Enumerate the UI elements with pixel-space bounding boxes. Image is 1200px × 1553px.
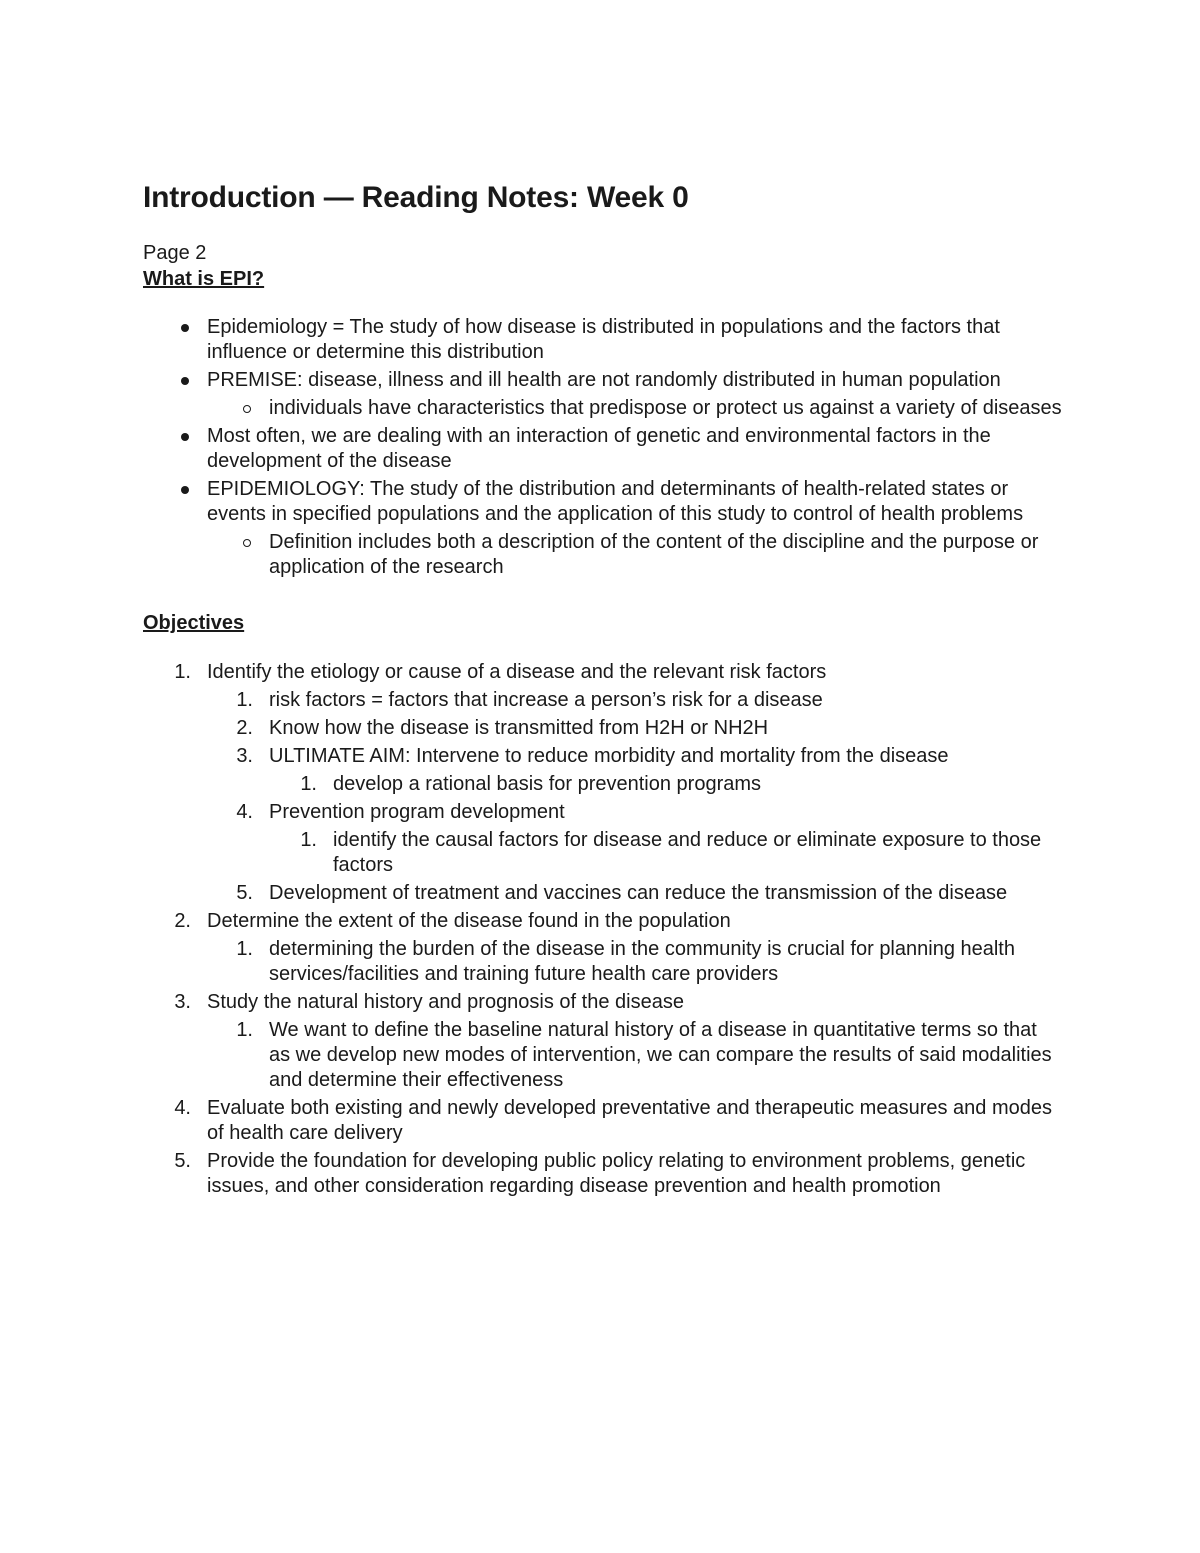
sub-objective-text: risk factors = factors that increase a person’s risk for a disease	[269, 689, 823, 711]
page-number-label: Page 2	[143, 242, 207, 264]
bullet-text: Epidemiology = The study of how disease is distributed in populations and the factors that influence or determine this distribution	[207, 316, 1000, 363]
bullet-item	[143, 368, 1063, 421]
sub-sub-objective-text: identify the causal factors for disease and reduce or eliminate exposure to those factors	[333, 829, 1042, 876]
sub-bullet-item	[207, 396, 1063, 421]
sub-objective-item	[207, 1018, 1063, 1093]
filled-bullet-icon	[181, 377, 189, 385]
objective-text: Evaluate both existing and newly developed preventative and therapeutic measures and modes of health care delivery	[207, 1097, 1052, 1144]
bullet-item	[143, 315, 1063, 365]
list-number: 1.	[300, 829, 317, 851]
sub-objective-text: We want to define the baseline natural history of a disease in quantitative terms so that as we develop new modes of intervention, we can compare the results of said modalities and determine their effectiveness	[269, 1019, 1052, 1091]
sub-objective-text: ULTIMATE AIM: Intervene to reduce morbidity and mortality from the disease	[269, 745, 949, 767]
list-number: 1.	[174, 661, 191, 683]
sub-sub-objective-text: develop a rational basis for prevention programs	[333, 773, 762, 795]
sub-bullet-text: Definition includes both a description of the content of the discipline and the purpose or application of the research	[269, 531, 1039, 578]
sub-bullet-item	[207, 530, 1063, 580]
list-number: 3.	[174, 991, 191, 1013]
sub-objective-item	[207, 716, 1063, 741]
sub-bullet-list	[207, 396, 1063, 421]
filled-bullet-icon	[181, 324, 189, 332]
bullet-text: PREMISE: disease, illness and ill health are not randomly distributed in human population	[207, 369, 1001, 391]
sub-objective-item	[207, 688, 1063, 713]
section-heading-objectives: Objectives	[143, 612, 245, 634]
sub-objective-text: Know how the disease is transmitted from H2H or NH2H	[269, 717, 769, 739]
objective-item	[143, 660, 1063, 906]
sub-objective-text: Prevention program development	[269, 801, 565, 823]
objective-text: Study the natural history and prognosis of the disease	[207, 991, 684, 1013]
list-number: 1.	[300, 773, 317, 795]
page-title: Introduction — Reading Notes: Week 0	[143, 181, 689, 214]
filled-bullet-icon	[181, 486, 189, 494]
list-number: 5.	[236, 882, 253, 904]
sub-objective-list	[207, 1018, 1063, 1093]
sub-sub-objective-list	[269, 828, 1063, 878]
bullet-item	[143, 424, 1063, 474]
list-number: 4.	[174, 1097, 191, 1119]
hollow-bullet-icon	[243, 539, 251, 547]
sub-sub-objective-item	[269, 772, 1063, 797]
sub-objective-text: determining the burden of the disease in the community is crucial for planning health services/facilities and training future health care providers	[269, 938, 1015, 985]
bullet-text: Most often, we are dealing with an interaction of genetic and environmental factors in the development of the disease	[207, 425, 991, 472]
bullet-item	[143, 477, 1063, 580]
hollow-bullet-icon	[243, 405, 251, 413]
list-number: 5.	[174, 1150, 191, 1172]
list-number: 1.	[236, 689, 253, 711]
objective-text: Determine the extent of the disease found in the population	[207, 910, 731, 932]
sub-objective-item	[207, 800, 1063, 878]
sub-objective-list	[207, 937, 1063, 987]
objectives-list	[143, 660, 1063, 1199]
list-number: 1.	[236, 938, 253, 960]
sub-objective-item	[207, 881, 1063, 906]
objective-text: Identify the etiology or cause of a disease and the relevant risk factors	[207, 661, 827, 683]
sub-bullet-text: individuals have characteristics that predispose or protect us against a variety of diseases	[269, 397, 1062, 419]
sub-bullet-list	[207, 530, 1063, 580]
sub-objective-item	[207, 744, 1063, 797]
list-number: 2.	[174, 910, 191, 932]
list-number: 2.	[236, 717, 253, 739]
sub-objective-text: Development of treatment and vaccines can reduce the transmission of the disease	[269, 882, 1008, 904]
objective-item	[143, 909, 1063, 987]
sub-sub-objective-list	[269, 772, 1063, 797]
document-page	[143, 178, 1063, 1202]
objective-item	[143, 1096, 1063, 1146]
list-number: 1.	[236, 1019, 253, 1041]
sub-objective-item	[207, 937, 1063, 987]
bullet-text: EPIDEMIOLOGY: The study of the distribution and determinants of health-related states or events in specified populations and the application of this study to control of health problems	[207, 478, 1024, 525]
objective-item	[143, 1149, 1063, 1199]
objective-item	[143, 990, 1063, 1093]
section-heading-what-is-epi: What is EPI?	[143, 268, 265, 290]
list-number: 4.	[236, 801, 253, 823]
filled-bullet-icon	[181, 433, 189, 441]
epi-bullet-list	[143, 315, 1063, 580]
sub-objective-list	[207, 688, 1063, 906]
list-number: 3.	[236, 745, 253, 767]
objective-text: Provide the foundation for developing public policy relating to environment problems, genetic issues, and other consideration regarding disease prevention and health promotion	[207, 1150, 1026, 1197]
sub-sub-objective-item	[269, 828, 1063, 878]
